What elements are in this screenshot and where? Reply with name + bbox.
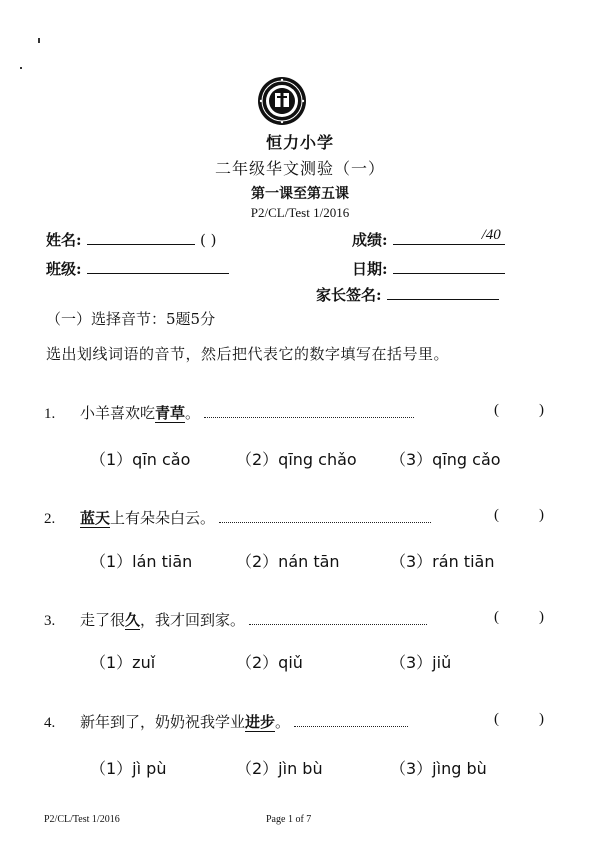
leader-dots (204, 407, 414, 418)
date-field (352, 258, 505, 279)
option-1[interactable]: （1）zuǐ (90, 653, 156, 672)
answer-box[interactable] (494, 609, 544, 626)
option-1[interactable]: （1）qīn cǎo (90, 450, 191, 469)
open-paren: ( (494, 609, 499, 625)
question-number: 1. (44, 406, 56, 422)
open-paren: ( (494, 402, 499, 418)
footer-code: P2/CL/Test 1/2016 (44, 814, 120, 825)
option-3[interactable]: （3）jìng bù (390, 759, 487, 778)
name-paren: ( ) (200, 231, 217, 249)
leader-dots (249, 614, 427, 625)
question-text-after: 。 (275, 713, 291, 731)
section-instruction: 选出划线词语的音节，然后把代表它的数字填写在括号里。 (46, 345, 450, 363)
close-paren: ) (539, 402, 544, 418)
question-number: 3. (44, 613, 56, 629)
name-field (46, 229, 217, 250)
open-paren: ( (494, 507, 499, 523)
leader-dots (294, 716, 408, 727)
section-title: （一）选择音节：5题5分 (46, 310, 216, 328)
scan-speck (20, 67, 22, 69)
close-paren: ) (539, 711, 544, 727)
option-2[interactable]: （2）nán tān (236, 552, 340, 571)
answer-box[interactable] (494, 711, 544, 728)
question-number: 4. (44, 715, 56, 731)
class-blank[interactable] (87, 259, 229, 274)
question-2 (44, 507, 544, 528)
date-blank[interactable] (393, 259, 505, 274)
score-total: /40 (481, 227, 501, 243)
option-1[interactable]: （1）lán tiān (90, 552, 193, 571)
question-text-before: 走了很 (80, 611, 126, 629)
option-2[interactable]: （2）qīng chǎo (236, 450, 357, 469)
question-text-after: ，我才回到家。 (140, 611, 246, 629)
close-paren: ) (539, 507, 544, 523)
parent-signature-field (316, 284, 499, 305)
date-label: 日期: (352, 260, 388, 278)
underlined-word: 进步 (245, 713, 276, 731)
school-logo-icon (257, 76, 307, 126)
question-number: 2. (44, 511, 56, 527)
question-text-after: 上有朵朵白云。 (110, 509, 216, 527)
option-3[interactable]: （3）jiǔ (390, 653, 452, 672)
test-code: P2/CL/Test 1/2016 (250, 205, 350, 220)
answer-box[interactable] (494, 507, 544, 524)
question-1 (44, 402, 544, 423)
open-paren: ( (494, 711, 499, 727)
underlined-word: 久 (125, 611, 141, 629)
option-2[interactable]: （2）jìn bù (236, 759, 323, 778)
question-3 (44, 609, 544, 630)
name-blank[interactable] (87, 230, 195, 245)
parent-signature-blank[interactable] (387, 285, 499, 300)
question-text-after: 。 (185, 404, 201, 422)
leader-dots (219, 512, 431, 523)
question-text-before: 新年到了，奶奶祝我学业 (80, 713, 246, 731)
underlined-word: 青草 (155, 404, 186, 422)
score-field (352, 229, 505, 250)
school-name: 恒力小学 (265, 133, 334, 152)
score-blank[interactable] (393, 227, 505, 245)
test-title: 二年级华文测验（一） (214, 159, 385, 178)
lesson-range: 第一课至第五课 (251, 186, 349, 202)
footer-page-number: Page 1 of 7 (266, 814, 312, 825)
question-4 (44, 711, 544, 732)
answer-box[interactable] (494, 402, 544, 419)
class-label: 班级: (46, 260, 82, 278)
option-3[interactable]: （3）rán tiān (390, 552, 495, 571)
option-1[interactable]: （1）jì pù (90, 759, 167, 778)
underlined-word: 蓝天 (80, 509, 111, 527)
class-field (46, 258, 229, 279)
option-2[interactable]: （2）qiǔ (236, 653, 303, 672)
question-text-before: 小羊喜欢吃 (80, 404, 156, 422)
close-paren: ) (539, 609, 544, 625)
score-label: 成绩: (352, 231, 388, 249)
scan-speck (38, 38, 40, 43)
option-3[interactable]: （3）qīng cǎo (390, 450, 501, 469)
name-label: 姓名: (46, 231, 82, 249)
parent-signature-label: 家长签名: (316, 286, 382, 304)
